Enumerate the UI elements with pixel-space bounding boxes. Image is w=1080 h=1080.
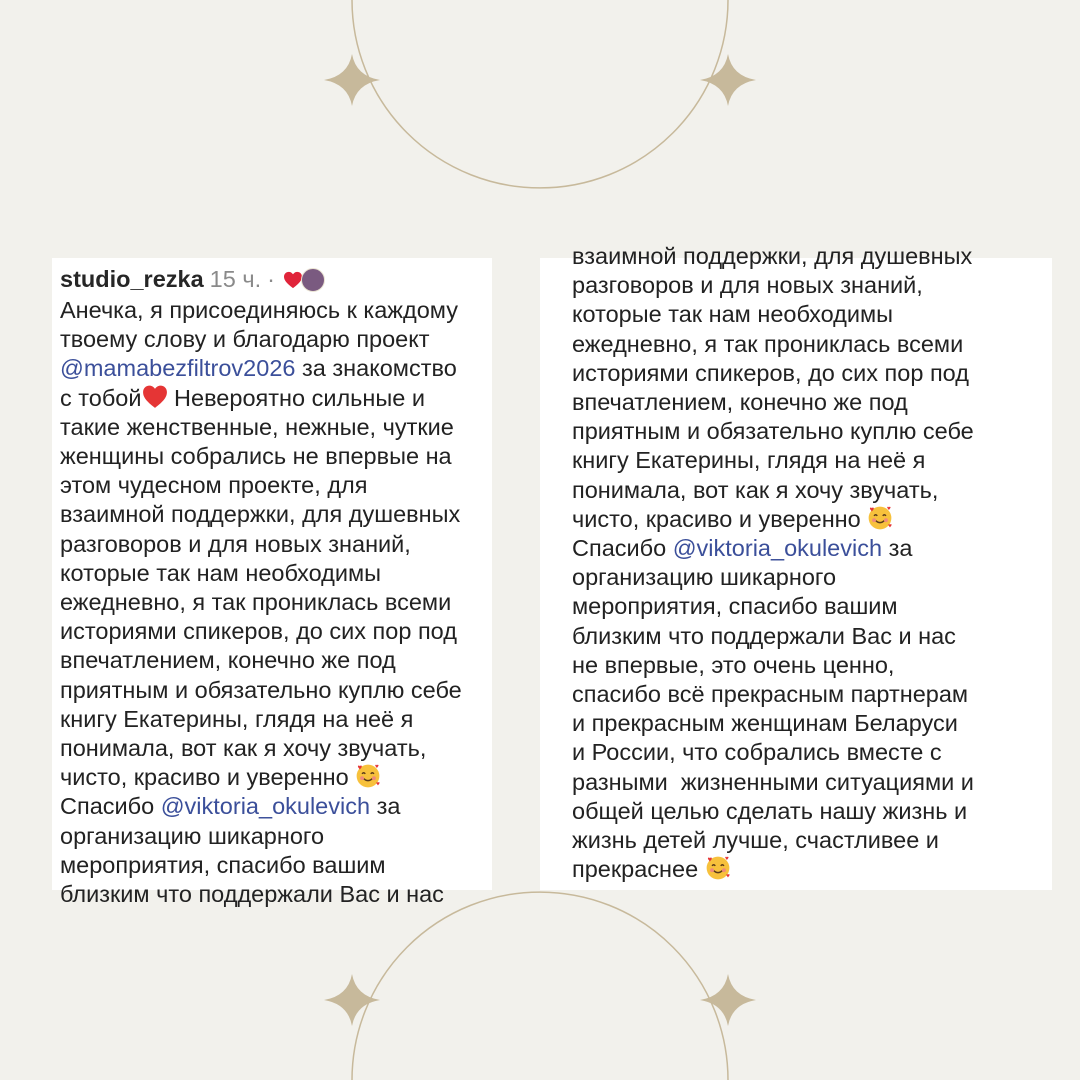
comment-text-segment: не впервые, это очень ценно, <box>572 651 895 678</box>
comment-text-segment: которые так нам необходимы <box>60 559 382 586</box>
comment-line <box>572 855 1052 884</box>
avatar-icon[interactable] <box>301 268 325 292</box>
comment-text-segment: книгу Екатерины, глядя на неё я <box>60 705 414 732</box>
comment-text-continued <box>572 242 1052 884</box>
red-heart-icon <box>142 384 168 410</box>
comment-line <box>60 676 492 705</box>
comment-line <box>572 300 1052 329</box>
comment-line <box>572 446 1052 475</box>
comment-text-segment: организацию шикарного <box>572 564 837 591</box>
comment-line <box>60 851 492 880</box>
comment-text-segment: разговоров и для новых знаний, <box>572 272 923 299</box>
comment-line <box>572 651 1052 680</box>
comment-text-segment: организацию шикарного <box>60 822 325 849</box>
comment-text-segment: мероприятия, спасибо вашим <box>60 851 386 878</box>
comment-text-segment: за знакомство <box>295 355 457 382</box>
comment-line <box>60 413 492 442</box>
comment-text-segment: ежедневно, я так прониклась всеми <box>572 330 964 357</box>
comment-text-segment: впечатлением, конечно же под <box>60 647 396 674</box>
sparkle-icon <box>324 974 380 1026</box>
comment-text-segment: взаимной поддержки, для душевных <box>572 243 973 269</box>
comment-line <box>572 768 1052 797</box>
comment-text-segment: близким что поддержали Вас и нас <box>60 881 444 908</box>
comment-text-segment: Спасибо <box>572 535 673 562</box>
comment-line <box>60 734 492 763</box>
comment-text-segment: этом чудесном проекте, для <box>60 472 368 499</box>
comment-text-segment: историями спикеров, до сих пор под <box>572 359 969 386</box>
heart-icon[interactable] <box>283 271 303 289</box>
comment-line <box>572 417 1052 446</box>
comment-time: 15 ч. <box>209 266 262 293</box>
comment-line <box>572 242 1052 271</box>
comment-line <box>60 500 492 529</box>
comment-line <box>572 359 1052 388</box>
comment-text-segment: понимала, вот как я хочу звучать, <box>60 735 427 762</box>
comment-text-segment: понимала, вот как я хочу звучать, <box>572 476 939 503</box>
comment-text-segment: взаимной поддержки, для душевных <box>60 501 461 528</box>
comment-line <box>572 271 1052 300</box>
sparkle-icon <box>700 974 756 1026</box>
comment-line <box>572 826 1052 855</box>
comment-text-segment: за <box>882 535 913 562</box>
comment-text-segment: книгу Екатерины, глядя на неё я <box>572 447 926 474</box>
mention-link[interactable]: @viktoria_okulevich <box>160 793 371 820</box>
comment-line <box>60 530 492 559</box>
mention-link[interactable]: @viktoria_okulevich <box>672 535 883 562</box>
comment-card-right <box>540 243 1052 890</box>
comment-line <box>60 822 492 851</box>
comment-header <box>60 264 492 296</box>
comment-text-segment: разными жизненными ситуациями и <box>572 768 974 795</box>
comment-username[interactable]: studio_rezka <box>60 266 204 293</box>
comment-line <box>572 476 1052 505</box>
comment-line <box>572 592 1052 621</box>
comment-separator: · <box>267 266 275 293</box>
comment-line <box>60 384 492 413</box>
comment-line <box>60 880 492 909</box>
comment-text-segment: чисто, красиво и уверенно <box>572 505 868 532</box>
comment-card-left <box>52 258 492 908</box>
comment-text-segment: чисто, красиво и уверенно <box>60 764 356 791</box>
comment-text-segment: приятным и обязательно куплю себе <box>572 418 974 445</box>
comment-line <box>60 325 492 354</box>
comment-text-segment: такие женственные, нежные, чуткие <box>60 413 454 440</box>
comment-text-segment: общей целью сделать нашу жизнь и <box>572 797 968 824</box>
comment-line <box>60 471 492 500</box>
comment-text-segment: женщины собрались не впервые на <box>60 443 452 470</box>
sparkle-icon <box>700 54 756 106</box>
comment-text-segment: Невероятно сильные и <box>167 384 426 411</box>
comment-line <box>60 354 492 383</box>
comment-line <box>572 330 1052 359</box>
comment-line <box>572 505 1052 534</box>
comment-text-segment: историями спикеров, до сих пор под <box>60 618 457 645</box>
comment-text-segment: впечатлением, конечно же под <box>572 389 908 416</box>
comment-text-segment: прекраснее <box>572 856 705 883</box>
comment-line <box>572 622 1052 651</box>
smiling-face-with-hearts-icon <box>867 505 893 531</box>
comment-text-segment: с тобой <box>60 384 142 411</box>
comment-line <box>60 646 492 675</box>
comment-text-segment: разговоров и для новых знаний, <box>60 530 411 557</box>
comment-text <box>60 296 492 909</box>
comment-text-segment: спасибо всё прекрасным партнерам <box>572 681 969 708</box>
comment-line <box>572 738 1052 767</box>
comment-line <box>60 296 492 325</box>
comment-line <box>572 534 1052 563</box>
comment-line <box>572 709 1052 738</box>
comment-text-segment: приятным и обязательно куплю себе <box>60 676 462 703</box>
smiling-face-with-hearts-icon <box>355 763 381 789</box>
comment-line <box>572 388 1052 417</box>
comment-text-segment: Спасибо <box>60 793 161 820</box>
comment-text-segment: твоему слову и благодарю проект <box>60 326 430 353</box>
comment-line <box>60 559 492 588</box>
comment-text-segment: за <box>370 793 401 820</box>
comment-text-segment: и прекрасным женщинам Беларуси <box>572 710 958 737</box>
comment-line <box>60 588 492 617</box>
top-arc <box>352 0 728 188</box>
mention-link[interactable]: @mamabezfiltrov2026 <box>60 355 296 382</box>
comment-line <box>60 705 492 734</box>
comment-text-segment: Анечка, я присоединяюсь к каждому <box>60 297 458 323</box>
comment-text-segment: жизнь детей лучше, счастливее и <box>572 827 939 854</box>
comment-line <box>572 680 1052 709</box>
comment-text-segment: мероприятия, спасибо вашим <box>572 593 898 620</box>
comment-line <box>572 797 1052 826</box>
comment-text-segment: ежедневно, я так прониклась всеми <box>60 589 452 616</box>
comment-text-segment: и России, что собрались вместе с <box>572 739 942 766</box>
comment-line <box>60 763 492 792</box>
smiling-face-with-hearts-icon <box>705 855 731 881</box>
comment-line <box>60 617 492 646</box>
comment-line <box>60 792 492 821</box>
bottom-arc <box>352 892 728 1080</box>
comment-text-segment: которые так нам необходимы <box>572 301 894 328</box>
comment-line <box>60 442 492 471</box>
sparkle-icon <box>324 54 380 106</box>
comment-line <box>572 563 1052 592</box>
comment-text-segment: близким что поддержали Вас и нас <box>572 622 956 649</box>
